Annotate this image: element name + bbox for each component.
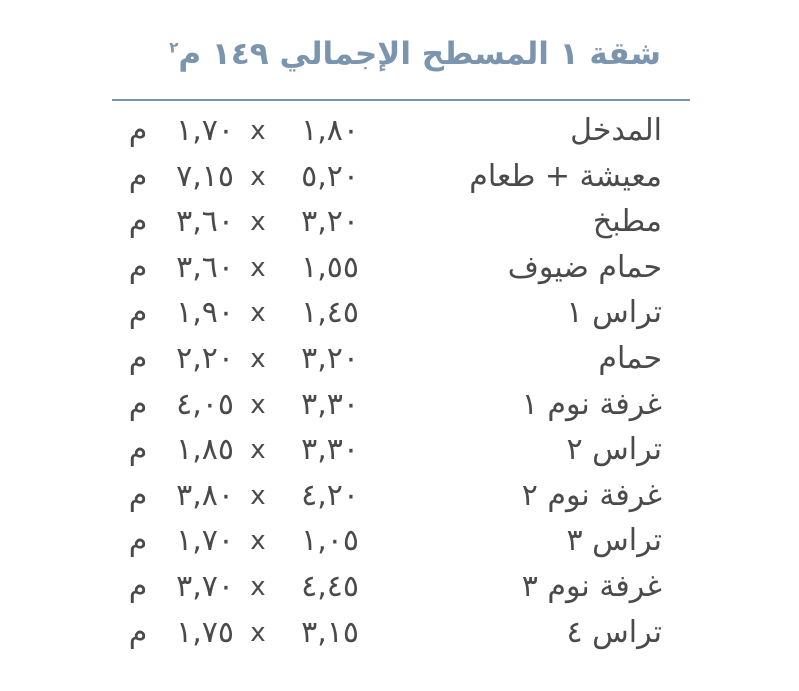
- page-title: [169, 36, 661, 73]
- table-row: [0, 246, 799, 292]
- table-row: [0, 200, 799, 246]
- room-name: غرفة نوم ٢: [521, 477, 662, 513]
- unit-label: م: [128, 249, 148, 285]
- dimension-width: ٣,٢٠: [301, 204, 359, 240]
- dimension-length: ٣,٦٠: [176, 204, 234, 240]
- dimension-width: ١,٠٥: [301, 523, 359, 559]
- unit-label: م: [128, 295, 148, 331]
- times-symbol: x: [250, 298, 266, 329]
- dimension-length: ٧,١٥: [176, 158, 234, 194]
- room-name: حمام ضيوف: [507, 249, 662, 285]
- dimension-length: ٣,٦٠: [176, 249, 234, 285]
- dimension-length: ٣,٧٠: [176, 568, 234, 604]
- dimension-length: ١,٧٠: [176, 523, 234, 559]
- dimension-width: ٣,٣٠: [301, 386, 359, 422]
- unit-label: م: [128, 386, 148, 422]
- dimension-width: ١,٨٠: [301, 113, 359, 148]
- unit-label: م: [128, 113, 148, 148]
- dimension-width: ٤,٢٠: [301, 477, 359, 513]
- unit-label: م: [128, 477, 148, 513]
- unit-label: م: [128, 523, 148, 559]
- table-row: [0, 383, 799, 429]
- area-unit-superscript: ٢: [169, 38, 179, 57]
- dimension-length: ٤,٠٥: [176, 386, 234, 422]
- unit-label: م: [128, 614, 148, 650]
- times-symbol: x: [250, 343, 266, 374]
- table-row: [0, 428, 799, 474]
- room-name: غرفة نوم ١: [521, 386, 662, 422]
- room-name: معيشة + طعام: [469, 158, 662, 194]
- table-row: [0, 109, 799, 155]
- times-symbol: x: [250, 207, 266, 238]
- dimension-length: ١,٨٥: [176, 432, 234, 468]
- times-symbol: x: [250, 435, 266, 466]
- table-row: [0, 337, 799, 383]
- room-name: المدخل: [570, 113, 662, 148]
- table-row: [0, 474, 799, 520]
- unit-label: م: [128, 158, 148, 194]
- times-symbol: x: [250, 526, 266, 557]
- dimension-width: ٣,١٥: [301, 614, 359, 650]
- table-row: [0, 565, 799, 611]
- room-name: مطبخ: [592, 204, 662, 240]
- dimension-width: ٥,٢٠: [301, 158, 359, 194]
- room-name: تراس ٤: [566, 614, 662, 650]
- times-symbol: x: [250, 571, 266, 602]
- times-symbol: x: [250, 252, 266, 283]
- room-name: تراس ٢: [566, 432, 662, 468]
- times-symbol: x: [250, 480, 266, 511]
- room-name: تراس ٣: [566, 523, 662, 559]
- unit-label: م: [128, 432, 148, 468]
- dimension-width: ٣,٣٠: [301, 432, 359, 468]
- times-symbol: x: [250, 617, 266, 648]
- dimension-length: ١,٩٠: [176, 295, 234, 331]
- table-row: [0, 611, 799, 657]
- dimension-length: ٢,٢٠: [176, 340, 234, 376]
- times-symbol: x: [250, 116, 266, 146]
- page-title-text: شقة ١ المسطح الإجمالي ١٤٩ م: [178, 36, 661, 72]
- dimension-length: ٣,٨٠: [176, 477, 234, 513]
- unit-label: م: [128, 340, 148, 376]
- table-row: [0, 519, 799, 565]
- times-symbol: x: [250, 161, 266, 192]
- dimension-width: ١,٥٥: [301, 249, 359, 285]
- dimension-width: ٤,٤٥: [301, 568, 359, 604]
- table-row: [0, 155, 799, 201]
- dimension-width: ٣,٢٠: [301, 340, 359, 376]
- dimension-length: ١,٧٥: [176, 614, 234, 650]
- dimension-width: ١,٤٥: [301, 295, 359, 331]
- room-name: غرفة نوم ٣: [521, 568, 662, 604]
- dimensions-table: [0, 109, 799, 656]
- table-row: [0, 291, 799, 337]
- title-divider: [112, 99, 690, 101]
- room-name: حمام: [598, 340, 662, 376]
- times-symbol: x: [250, 389, 266, 420]
- dimension-length: ١,٧٠: [176, 113, 234, 148]
- unit-label: م: [128, 568, 148, 604]
- unit-label: م: [128, 204, 148, 240]
- room-name: تراس ١: [566, 295, 662, 331]
